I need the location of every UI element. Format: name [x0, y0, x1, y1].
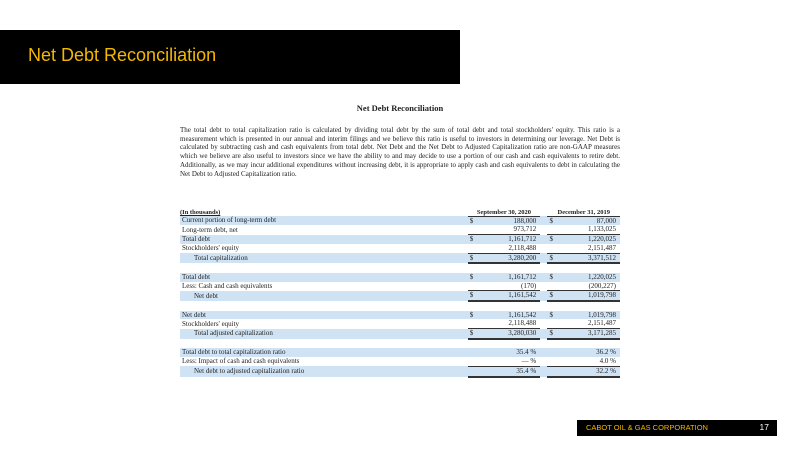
header-col-sep-2020: September 30, 2020 [468, 207, 541, 216]
value-2019: 1,019,798 [563, 291, 620, 301]
table-row [180, 357, 620, 366]
value-2019: 3,171,285 [563, 329, 620, 339]
row-label: Current portion of long-term debt [180, 216, 468, 225]
currency-symbol: $ [547, 235, 562, 244]
currency-symbol: $ [468, 273, 483, 282]
value-2020: 1,161,712 [483, 235, 540, 244]
value-2019: 4.0 % [563, 357, 620, 366]
row-label: Total capitalization [180, 253, 468, 263]
row-label: Less: Impact of cash and cash equivalents [182, 357, 300, 366]
row-label: Less: Cash and cash equivalents [182, 281, 273, 290]
header-units: (In thousands) [180, 209, 221, 217]
table-row [180, 216, 620, 225]
value-2019: 87,000 [563, 216, 620, 225]
header-gap [540, 207, 547, 216]
table-row [180, 319, 620, 328]
footer-bar [577, 420, 777, 436]
value-2020: 2,118,488 [483, 244, 540, 253]
table-row [180, 273, 620, 282]
value-2019: 3,371,512 [563, 253, 620, 263]
currency-symbol [468, 366, 483, 376]
value-2020: 1,161,712 [483, 273, 540, 282]
row-label: Net debt [180, 291, 468, 301]
currency-symbol: $ [468, 235, 483, 244]
value-2020: (170) [483, 282, 540, 291]
currency-symbol [468, 282, 483, 291]
currency-symbol [547, 244, 562, 253]
currency-symbol [547, 366, 562, 376]
currency-symbol: $ [547, 216, 562, 225]
value-2020: 3,280,200 [483, 253, 540, 263]
spacer-row [180, 301, 620, 311]
value-2020: 1,161,542 [483, 311, 540, 320]
currency-symbol: $ [468, 329, 483, 339]
value-2020: 2,118,488 [483, 319, 540, 328]
row-label: Total debt to total capitalization ratio [180, 348, 468, 357]
table-row [180, 282, 620, 291]
value-2020: 1,161,542 [483, 291, 540, 301]
value-2020: 35.4 % [483, 366, 540, 376]
row-label: Total adjusted capitalization [180, 329, 468, 339]
currency-symbol [468, 244, 483, 253]
table-row [180, 235, 620, 244]
row-label: Total debt [180, 273, 468, 282]
row-label: Net debt [180, 311, 468, 320]
table-row [180, 311, 620, 320]
value-2019: 36.2 % [563, 348, 620, 357]
table-row [180, 225, 620, 234]
value-2020: 35.4 % [483, 348, 540, 357]
currency-symbol [468, 225, 483, 234]
value-2019: 32.2 % [563, 366, 620, 376]
table-row [180, 348, 620, 357]
value-2019: 2,151,487 [563, 244, 620, 253]
document-excerpt [180, 103, 620, 376]
currency-symbol: $ [547, 311, 562, 320]
currency-symbol: $ [547, 291, 562, 301]
currency-symbol: $ [547, 329, 562, 339]
currency-symbol: $ [547, 273, 562, 282]
document-heading: Net Debt Reconciliation [356, 103, 444, 113]
currency-symbol: $ [468, 291, 483, 301]
document-paragraph: The total debt to total capitalization ratio is calculated by dividing total debt by the sum of total debt and total stockholders' equity. This ratio is a measurement which is presented in our annual and interim filings and we believe this ratio is useful to investors in determining our leverage. Net Debt is calculated by subtracting cash and cash equivalents from total debt. Net Debt and the Net Debt to Adjusted Capitalization ratio are non-GAAP measures which we believe are also useful to investors since we have the ability to and may decide to use a portion of our cash and cash equivalents to retire debt. Additionally, as we may incur additional expenditures without increasing debt, it is appropriate to apply cash and cash equivalents to debt in calculating the Net Debt to Adjusted Capitalization ratio. [180, 126, 620, 178]
table-row [180, 329, 620, 339]
currency-symbol [468, 348, 483, 357]
spacer-row [180, 263, 620, 273]
currency-symbol [547, 282, 562, 291]
value-2020: 973,712 [483, 225, 540, 234]
value-2019: 1,220,025 [563, 273, 620, 282]
value-2019: 1,019,798 [563, 311, 620, 320]
value-2019: 1,133,025 [563, 225, 620, 234]
currency-symbol [468, 357, 483, 366]
row-label: Net debt to adjusted capitalization ratio [180, 366, 468, 376]
value-2019: 2,151,487 [563, 319, 620, 328]
currency-symbol: $ [468, 216, 483, 225]
currency-symbol [547, 357, 562, 366]
currency-symbol [547, 225, 562, 234]
row-label: Stockholders' equity [182, 319, 240, 328]
value-2019: (200,227) [563, 282, 620, 291]
row-label: Long-term debt, net [182, 225, 238, 234]
value-2019: 1,220,025 [563, 235, 620, 244]
currency-symbol [468, 319, 483, 328]
value-2020: 3,280,030 [483, 329, 540, 339]
currency-symbol: $ [468, 311, 483, 320]
net-debt-table [180, 207, 620, 378]
currency-symbol [547, 319, 562, 328]
table-row [180, 366, 620, 376]
value-2020: — % [483, 357, 540, 366]
table-header-row [180, 207, 620, 216]
value-2020: 188,000 [483, 216, 540, 225]
slide-title: Net Debt Reconciliation [28, 45, 217, 65]
company-name: CABOT OIL & GAS CORPORATION [586, 423, 708, 432]
row-label: Stockholders' equity [182, 244, 240, 253]
table-row [180, 253, 620, 263]
header-col-dec-2019: December 31, 2019 [547, 207, 620, 216]
currency-symbol: $ [547, 253, 562, 263]
spacer-row [180, 339, 620, 349]
table-row [180, 244, 620, 253]
currency-symbol: $ [468, 253, 483, 263]
slide-title-bar [0, 30, 460, 84]
page-number: 17 [759, 422, 769, 432]
table-row [180, 291, 620, 301]
currency-symbol [547, 348, 562, 357]
row-label: Total debt [180, 235, 468, 244]
